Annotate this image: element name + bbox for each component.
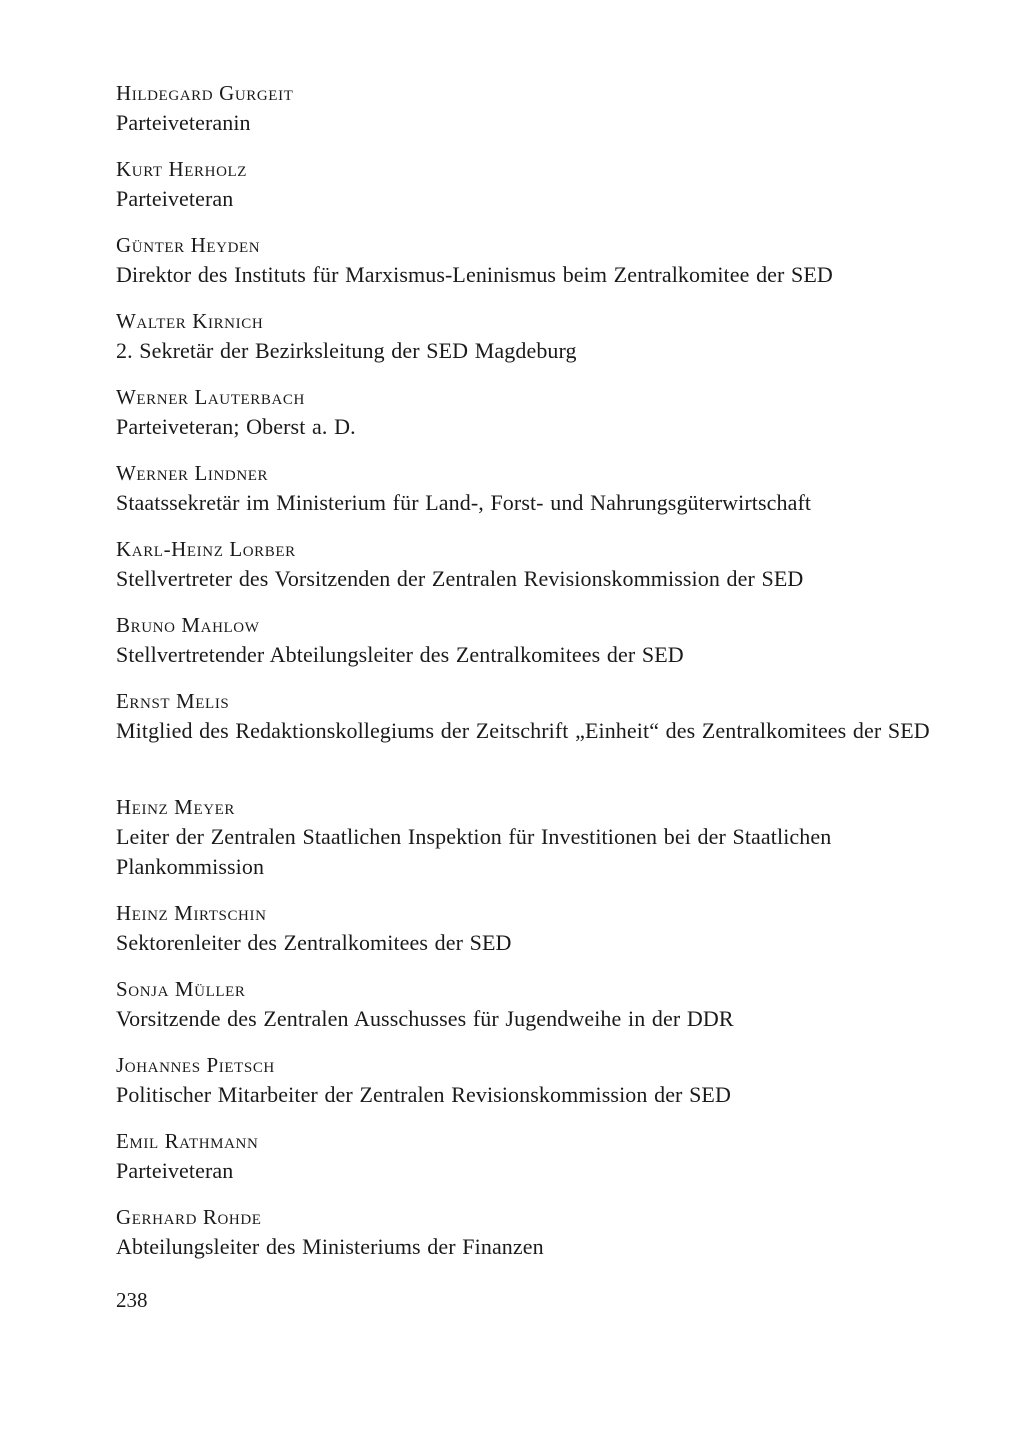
list-item: [116, 154, 956, 214]
person-name: Karl-Heinz Lorber: [116, 537, 296, 561]
list-item: [116, 230, 956, 290]
person-role: Leiter der Zentralen Staatlichen Inspektion für Investitionen bei der Staatlichen Plankommission: [116, 824, 832, 879]
person-role: Mitglied des Redaktionskollegiums der Zeitschrift „Einheit“ des Zentralkomitees der SED: [116, 718, 930, 743]
list-item: [116, 78, 956, 138]
person-name: Werner Lauterbach: [116, 385, 305, 409]
person-role: Sektorenleiter des Zentralkomitees der SED: [116, 930, 512, 955]
person-role: Parteiveteran; Oberst a. D.: [116, 414, 356, 439]
list-item: [116, 974, 956, 1034]
person-role: Staatssekretär im Ministerium für Land-, Forst- und Nahrungsgüterwirtschaft: [116, 490, 812, 515]
person-role: Parteiveteran: [116, 1158, 234, 1183]
person-role: Parteiveteran: [116, 186, 234, 211]
person-role: Direktor des Instituts für Marxismus-Leninismus beim Zentralkomitee der SED: [116, 262, 833, 287]
list-item: [116, 898, 956, 958]
person-name: Heinz Meyer: [116, 795, 236, 819]
list-item: [116, 686, 956, 746]
person-name: Günter Heyden: [116, 233, 261, 257]
list-item: [116, 792, 956, 882]
person-name: Sonja Müller: [116, 977, 246, 1001]
list-item: [116, 382, 956, 442]
person-role: Politischer Mitarbeiter der Zentralen Revisionskommission der SED: [116, 1082, 731, 1107]
person-name: Bruno Mahlow: [116, 613, 260, 637]
person-name: Emil Rathmann: [116, 1129, 259, 1153]
person-name: Johannes Pietsch: [116, 1053, 275, 1077]
list-item: [116, 1202, 956, 1262]
person-name: Ernst Melis: [116, 689, 230, 713]
page-number: 238: [116, 1288, 148, 1312]
person-name: Gerhard Rohde: [116, 1205, 262, 1229]
list-item: [116, 458, 956, 518]
person-name: Werner Lindner: [116, 461, 269, 485]
person-role: 2. Sekretär der Bezirksleitung der SED Magdeburg: [116, 338, 577, 363]
person-role: Vorsitzende des Zentralen Ausschusses für Jugendweihe in der DDR: [116, 1006, 734, 1031]
person-role: Abteilungsleiter des Ministeriums der Finanzen: [116, 1234, 544, 1259]
list-item: [116, 1126, 956, 1186]
person-name: Heinz Mirtschin: [116, 901, 267, 925]
list-item: [116, 534, 956, 594]
person-name: Hildegard Gurgeit: [116, 81, 294, 105]
person-role: Parteiveteranin: [116, 110, 251, 135]
person-role: Stellvertreter des Vorsitzenden der Zentralen Revisionskommission der SED: [116, 566, 804, 591]
person-role: Stellvertretender Abteilungsleiter des Zentralkomitees der SED: [116, 642, 684, 667]
list-item: [116, 610, 956, 670]
list-item: [116, 306, 956, 366]
list-item: [116, 1050, 956, 1110]
person-name: Kurt Herholz: [116, 157, 248, 181]
person-name: Walter Kirnich: [116, 309, 264, 333]
